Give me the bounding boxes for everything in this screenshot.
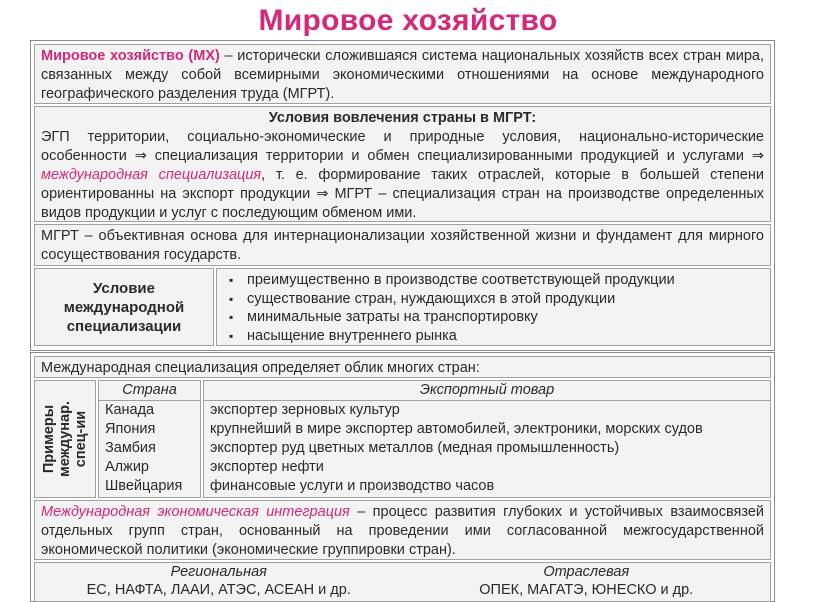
sectoral-label: Отраслевая bbox=[543, 564, 630, 580]
groupings-cell bbox=[34, 562, 771, 602]
table-row: Швейцария bbox=[105, 478, 183, 494]
integration-cell bbox=[34, 500, 771, 560]
regional-label: Региональная bbox=[170, 564, 267, 580]
regional-grouping bbox=[35, 563, 403, 599]
table-row: Канада bbox=[105, 402, 155, 418]
examples-side-label bbox=[41, 401, 89, 477]
sectoral-items: ОПЕК, МАГАТЭ, ЮНЕСКО и др. bbox=[479, 582, 694, 598]
table-row: экспортер нефти bbox=[210, 459, 324, 475]
specialization-list bbox=[227, 271, 764, 345]
specialization-label-cell bbox=[34, 268, 214, 346]
examples-intro-cell bbox=[34, 356, 771, 378]
side-label-line-2: междунар. bbox=[57, 400, 73, 478]
table-row: экспортер зерновых культур bbox=[210, 402, 400, 418]
export-column bbox=[203, 380, 771, 498]
side-label-line-1: Примеры bbox=[41, 404, 57, 474]
table-row: Алжир bbox=[105, 459, 149, 475]
country-column-header: Страна bbox=[99, 381, 200, 401]
specialization-examples-box bbox=[30, 352, 775, 602]
definition-cell bbox=[34, 44, 771, 104]
conditions-cell bbox=[34, 106, 771, 222]
page-title: Мировое хозяйство bbox=[258, 4, 558, 37]
list-item: ▪ минимальные затраты на транспортировку bbox=[227, 308, 764, 327]
table-row: крупнейший в мире экспортер автомобилей, электроники, морских судов bbox=[210, 421, 703, 437]
table-row: Замбия bbox=[105, 440, 156, 456]
mgrt-cell bbox=[34, 224, 771, 266]
mgrt-text: МГРТ – объективная основа для интернационализации хозяйственной жизни и фундамент для мирного сосуществования государств. bbox=[41, 228, 764, 263]
table-row: экспортер руд цветных металлов (медная промышленность) bbox=[210, 440, 620, 456]
world-economy-box bbox=[30, 40, 775, 351]
conditions-heading: Условия вовлечения страны в МГРТ: bbox=[268, 110, 537, 126]
examples-side-cell bbox=[34, 380, 96, 498]
specialization-label-1: Условие bbox=[92, 279, 155, 297]
integration-term: Международная экономическая интеграция bbox=[41, 504, 350, 520]
list-item: ▪ преимущественно в производстве соответствующей продукции bbox=[227, 271, 764, 290]
specialization-list-cell bbox=[216, 268, 771, 346]
regional-items: ЕС, НАФТА, ЛААИ, АТЭС, АСЕАН и др. bbox=[86, 582, 351, 598]
list-item: ▪ насыщение внутреннего рынка bbox=[227, 327, 764, 346]
side-label-line-3: спец-ии bbox=[73, 410, 89, 468]
examples-intro: Международная специализация определяет облик многих стран: bbox=[41, 360, 480, 376]
country-column bbox=[98, 380, 201, 498]
definition-text: – исторически сложившаяся система национальных хозяйств всех стран мира, связанных между собой всемирными экономическими отношениями на основе международного географического разделения труда (МГРТ). bbox=[41, 48, 765, 102]
conditions-text-2: , т. е. формирование таких отраслей, которые в большей степени ориентированны на экспорт продукции ⇒ МГРТ – специализация стран на производстве определенных видов продукции и услуг с последующим обменом ими. bbox=[41, 167, 764, 221]
specialization-label-2: международной bbox=[63, 298, 185, 316]
sectoral-grouping bbox=[403, 563, 771, 599]
conditions-highlight: международная специализация bbox=[41, 167, 262, 183]
table-row: Япония bbox=[105, 421, 156, 437]
integration-text: – процесс развития глубоких и устойчивых взаимосвязей отдельных групп стран, основанный на проведении ими согласованной межгосударственной экономической политики (экономические группировки стран). bbox=[41, 504, 764, 558]
definition-term: Мировое хозяйство (МХ) bbox=[41, 48, 220, 64]
specialization-label-3: специализации bbox=[66, 317, 182, 335]
export-column-header: Экспортный товар bbox=[204, 381, 770, 401]
list-item: ▪ существование стран, нуждающихся в этой продукции bbox=[227, 290, 764, 309]
conditions-text-1: ЭГП территории, социально-экономические и природные условия, национально-исторические особенности ⇒ специализация территории и обмен специализированными продукцией и услугами ⇒ bbox=[41, 129, 764, 164]
table-row: финансовые услуги и производство часов bbox=[210, 478, 495, 494]
